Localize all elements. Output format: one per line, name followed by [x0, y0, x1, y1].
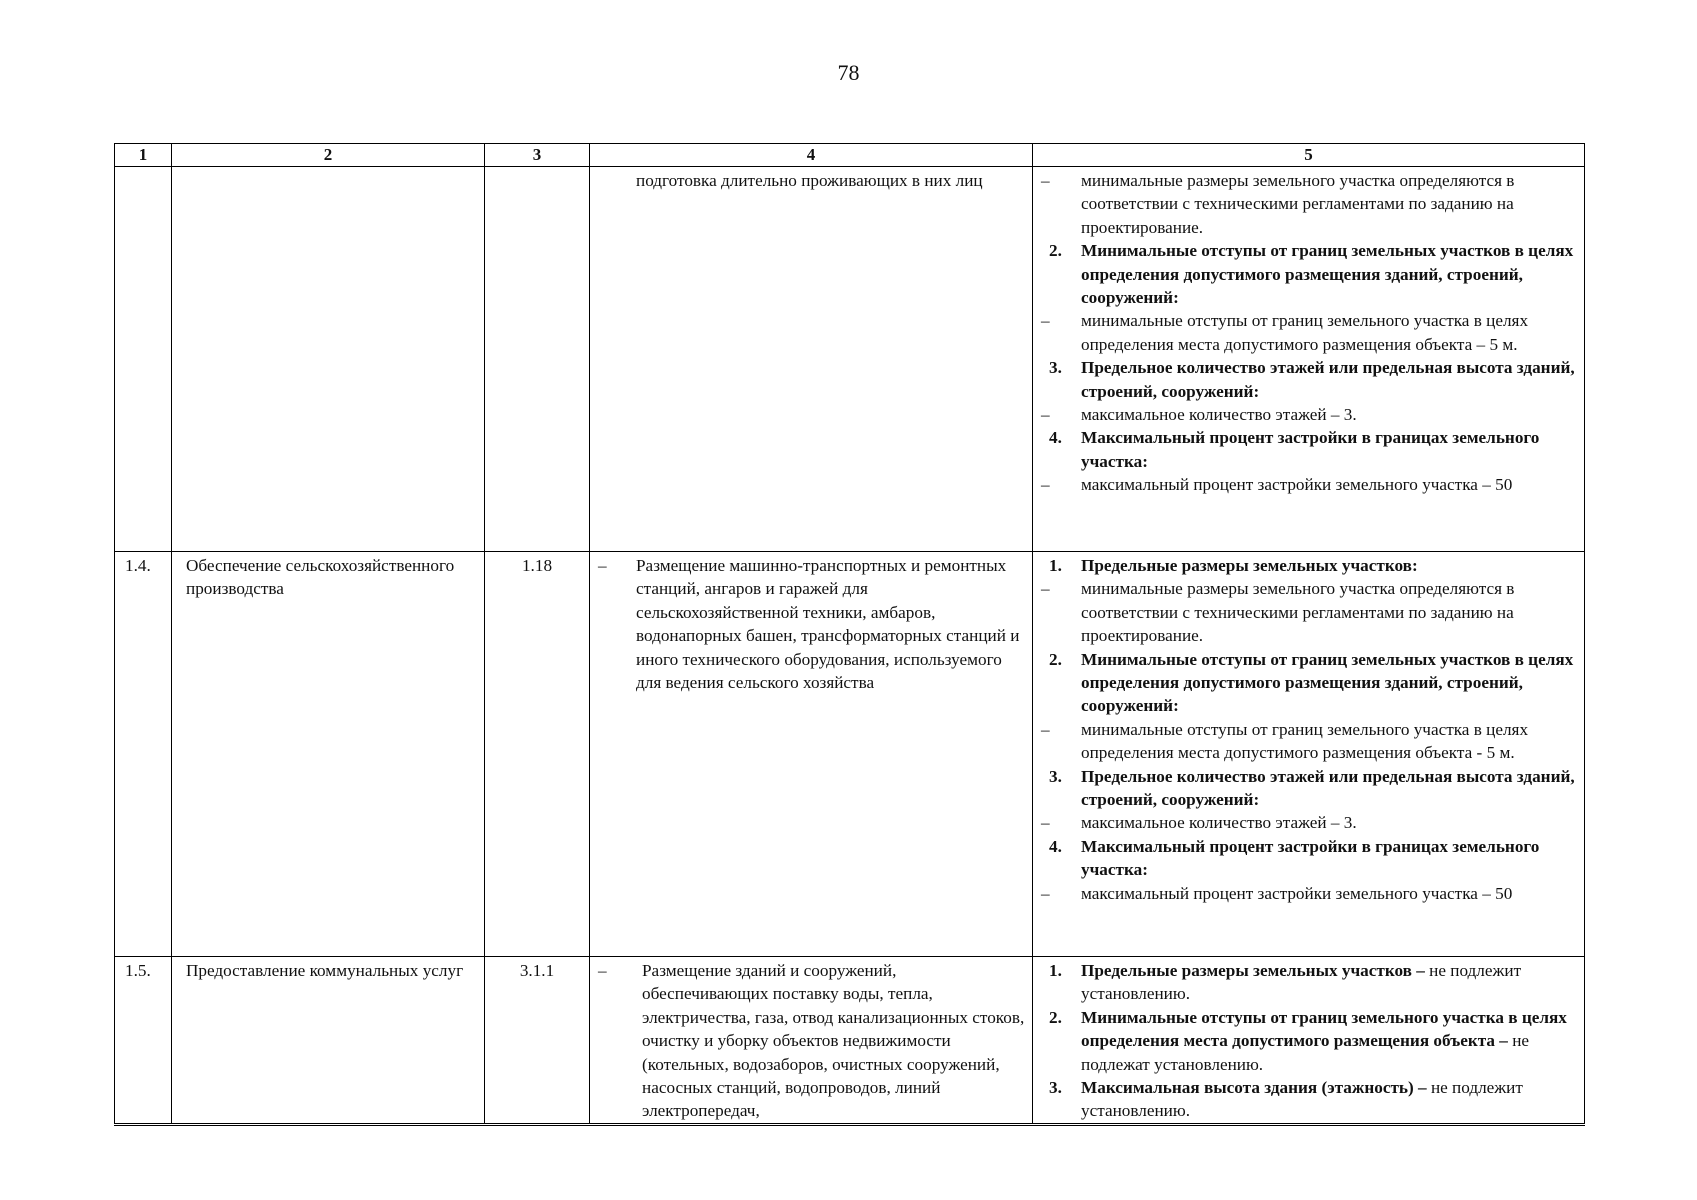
item-number: 4. — [1049, 836, 1062, 856]
param-heading — [1041, 554, 1578, 577]
bullet-dash: – — [1041, 475, 1050, 495]
row-number: 1.4. — [115, 552, 172, 957]
param-heading — [1041, 835, 1578, 882]
param-heading-text: не подлежит установлению. — [1081, 961, 1522, 1004]
param-heading-bold: Предельное количество этажей или предельная высота зданий, строений, сооружений: — [1081, 358, 1575, 401]
description-text: подготовка длительно проживающих в них лиц — [636, 171, 983, 190]
column-header-1: 1 — [115, 144, 172, 167]
table-row — [115, 167, 1585, 552]
param-item — [1041, 403, 1578, 426]
param-heading — [1041, 765, 1578, 812]
row-number — [115, 167, 172, 552]
bullet-dash: – — [1041, 311, 1050, 331]
use-description — [590, 957, 1033, 1125]
item-number: 4. — [1049, 428, 1062, 448]
item-number: 3. — [1049, 358, 1062, 378]
param-item — [1041, 718, 1578, 765]
param-text: максимальный процент застройки земельного участка – 50 — [1081, 883, 1513, 903]
bullet-dash: – — [1041, 883, 1050, 903]
param-text: максимальное количество этажей – 3. — [1081, 405, 1357, 425]
item-number: 2. — [1049, 649, 1062, 669]
use-type-code: 1.18 — [485, 552, 590, 957]
item-number: 1. — [1049, 961, 1062, 980]
use-type-name: Предоставление коммунальных услуг — [172, 957, 485, 1125]
param-heading-bold: Максимальная высота здания (этажность) – — [1081, 1078, 1427, 1098]
param-heading — [1041, 1076, 1578, 1123]
table-row — [115, 552, 1585, 957]
parameters-cell — [1033, 167, 1585, 552]
row-number: 1.5. — [115, 957, 172, 1125]
description-line — [598, 959, 1026, 1123]
param-heading-bold: Максимальный процент застройки в границах земельного участка: — [1081, 428, 1540, 471]
param-heading-bold: Минимальные отступы от границ земельного участка в целях определения места допустимого размещения объекта – — [1081, 1007, 1567, 1051]
item-number: 1. — [1049, 556, 1062, 575]
column-header-4: 4 — [590, 144, 1033, 167]
param-heading — [1041, 1006, 1578, 1076]
table-row — [115, 957, 1585, 1125]
use-type-code: 3.1.1 — [485, 957, 590, 1125]
param-item — [1041, 577, 1578, 647]
param-text: максимальный процент застройки земельного участка – 50 — [1081, 475, 1513, 495]
parameters-cell — [1033, 552, 1585, 957]
param-heading-bold: Предельные размеры земельных участков – — [1081, 961, 1425, 980]
param-heading-text: не подлежит установлению. — [1081, 1078, 1523, 1121]
bullet-dash: – — [1041, 813, 1050, 833]
param-heading-text: не подлежат установлению. — [1081, 1031, 1530, 1074]
param-heading — [1041, 959, 1578, 1006]
use-type-name: Обеспечение сельскохозяйственного производства — [172, 552, 485, 957]
use-description — [590, 552, 1033, 957]
use-type-name — [172, 167, 485, 552]
description-line — [598, 554, 1026, 694]
item-number: 3. — [1049, 766, 1062, 786]
param-text: минимальные отступы от границ земельного участка в целях определения места допустимого размещения объекта - 5 м. — [1081, 719, 1529, 763]
bullet-dash: – — [1041, 719, 1050, 739]
header-row — [115, 144, 1585, 167]
column-header-3: 3 — [485, 144, 590, 167]
param-heading — [1041, 648, 1578, 718]
page-number: 78 — [837, 60, 860, 85]
param-item — [1041, 309, 1578, 356]
item-number: 2. — [1049, 1007, 1062, 1027]
param-item — [1041, 169, 1578, 239]
param-heading — [1041, 239, 1578, 309]
description-text: Размещение зданий и сооружений, обеспечивающих поставку воды, тепла, электричества, газа, отвод канализационных стоков, очистку и уборку объектов недвижимости (котельных, водозаборов, очистных сооружений, насосных станций, водопроводов, линий электропередач, — [642, 961, 1025, 1121]
column-header-5: 5 — [1033, 144, 1585, 167]
column-header-2: 2 — [172, 144, 485, 167]
bullet-dash: – — [1041, 171, 1050, 190]
bullet-dash: – — [1041, 405, 1050, 425]
parameters-cell — [1033, 957, 1585, 1125]
item-number: 2. — [1049, 241, 1062, 261]
param-heading-bold: Предельное количество этажей или предельная высота зданий, строений, сооружений: — [1081, 766, 1575, 810]
use-type-code — [485, 167, 590, 552]
param-item — [1041, 811, 1578, 834]
bullet-dash: – — [1041, 579, 1050, 599]
description-text: Размещение машинно-транспортных и ремонтных станций, ангаров и гаражей для сельскохозяйственной техники, амбаров, водонапорных башен, трансформаторных станций и иного технического оборудования, используемого для ведения сельского хозяйства — [636, 556, 1020, 693]
description-line — [598, 169, 1026, 192]
param-text: минимальные размеры земельного участка определяются в соответствии с техническими регламентами по заданию на проектирование. — [1081, 171, 1515, 237]
param-text: минимальные отступы от границ земельного участка в целях определения места допустимого размещения объекта – 5 м. — [1081, 311, 1529, 354]
use-description — [590, 167, 1033, 552]
param-text: максимальное количество этажей – 3. — [1081, 813, 1357, 833]
param-heading — [1041, 426, 1578, 473]
param-heading-bold: Минимальные отступы от границ земельных участков в целях определения допустимого размещения зданий, строений, сооружений: — [1081, 241, 1574, 308]
param-item — [1041, 473, 1578, 496]
bullet-dash — [598, 169, 636, 192]
param-heading-bold: Минимальные отступы от границ земельных участков в целях определения допустимого размещения зданий, строений, сооружений: — [1081, 649, 1574, 716]
bullet-dash: – — [598, 556, 607, 575]
param-text: минимальные размеры земельного участка определяются в соответствии с техническими регламентами по заданию на проектирование. — [1081, 579, 1515, 646]
param-item — [1041, 882, 1578, 905]
param-heading-bold: Предельные размеры земельных участков: — [1081, 556, 1418, 575]
bullet-dash: – — [598, 961, 607, 980]
param-heading-bold: Максимальный процент застройки в границах земельного участка: — [1081, 836, 1540, 880]
param-heading — [1041, 356, 1578, 403]
item-number: 3. — [1049, 1078, 1062, 1098]
land-use-table — [114, 143, 1585, 1126]
